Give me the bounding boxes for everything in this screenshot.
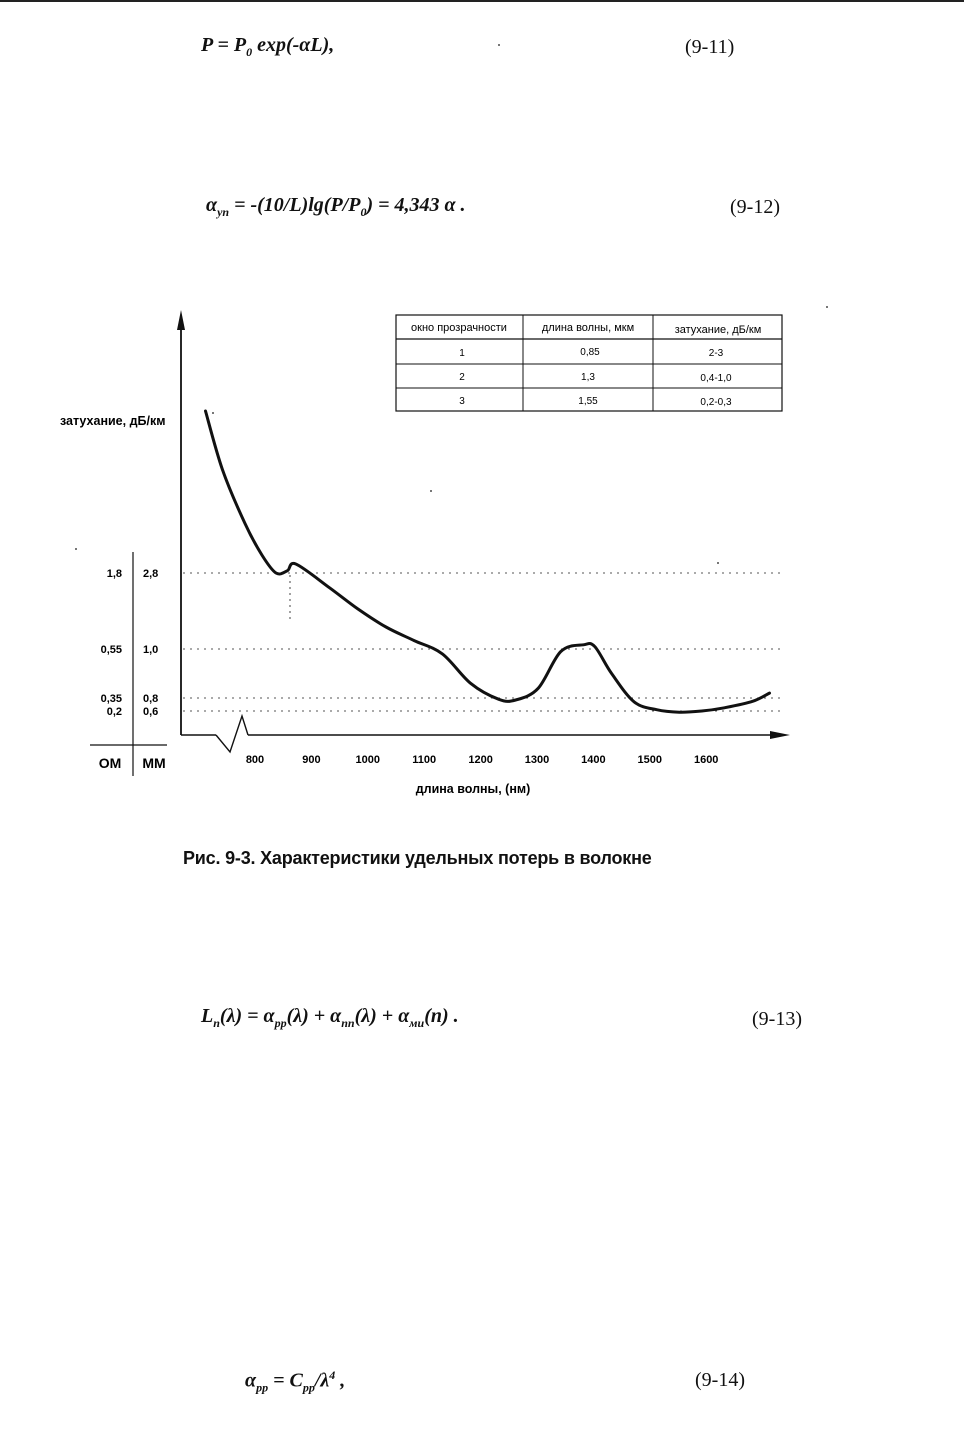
y-tick-label-om: 0,2 <box>106 706 122 718</box>
y-tick-label-om: 0,35 <box>100 693 122 705</box>
y-tick-label-mm: 1,0 <box>143 644 159 656</box>
table-cell: 3 <box>459 396 465 407</box>
y-tick-label-mm: 0,8 <box>143 693 159 705</box>
x-tick-label: 800 <box>245 754 265 766</box>
x-tick-label: 1300 <box>524 754 550 766</box>
y-tick-label-om: 1,8 <box>106 568 122 580</box>
scan-speck <box>75 548 77 550</box>
table-cell: 0,85 <box>580 347 600 358</box>
om-label: ОМ <box>98 755 122 771</box>
table-cell: 1,55 <box>578 396 598 407</box>
transparency-window-table <box>396 315 782 411</box>
x-axis-label: длина волны, (нм) <box>415 782 531 796</box>
x-tick-label: 1600 <box>693 754 719 766</box>
equation-9-12: $\alpha_{уп} = -(10/L)\lg(P/P_0) = 4,343$ α . <box>206 194 466 219</box>
table-cell: 0,2-0,3 <box>700 397 732 408</box>
attenuation-curve <box>206 411 770 712</box>
scan-speck <box>498 44 500 46</box>
equation-9-13: $L_n(\lambda) = \alpha_{pp}(\lambda) + \alpha_{nn}(\lambda) + \alpha_{ми}(n)$ . <box>201 1005 459 1030</box>
equation-number-9-13: (9-13) <box>752 1008 802 1030</box>
mm-label: ММ <box>142 755 166 771</box>
table-header-attenuation: затухание, дБ/км <box>674 324 762 336</box>
scan-speck <box>717 562 719 564</box>
y-axis-label: затухание, дБ/км <box>60 414 166 428</box>
equation-9-11: $P = P_0$ exp(-αL), <box>201 34 335 59</box>
table-header-wavelength: длина волны, мкм <box>541 322 635 334</box>
table-cell: 2-3 <box>708 348 724 359</box>
y-tick-label-mm: 2,8 <box>143 568 159 580</box>
y-tick-label-mm: 0,6 <box>143 706 159 718</box>
equation-number-9-12: (9-12) <box>730 196 780 218</box>
scale-columns <box>90 552 167 776</box>
x-tick-label: 1500 <box>637 754 663 766</box>
x-tick-label: 1400 <box>581 754 606 766</box>
scan-speck <box>826 306 828 308</box>
scan-speck <box>430 490 432 492</box>
table-cell: 1 <box>459 348 465 359</box>
y-tick-label-om: 0,55 <box>100 644 122 656</box>
table-cell: 2 <box>459 372 465 383</box>
figure-caption: Рис. 9-3. Характеристики удельных потерь в волокне <box>183 848 652 868</box>
x-tick-label: 1200 <box>468 754 493 766</box>
table-header-window: окно прозрачности <box>411 322 507 334</box>
equation-number-9-11: (9-11) <box>685 36 735 58</box>
x-axis <box>181 716 790 752</box>
equation-number-9-14: (9-14) <box>695 1369 745 1391</box>
table-cell: 1,3 <box>581 372 595 383</box>
x-tick-label: 1000 <box>355 754 381 766</box>
x-tick-label: 1100 <box>412 754 437 766</box>
scan-speck <box>212 412 214 414</box>
table-cell: 0,4-1,0 <box>700 373 732 384</box>
y-axis <box>177 310 185 735</box>
x-tick-label: 900 <box>302 754 321 766</box>
equation-9-14: $\alpha_{pp} = C_{pp}/\lambda^4$ , <box>245 1368 346 1395</box>
